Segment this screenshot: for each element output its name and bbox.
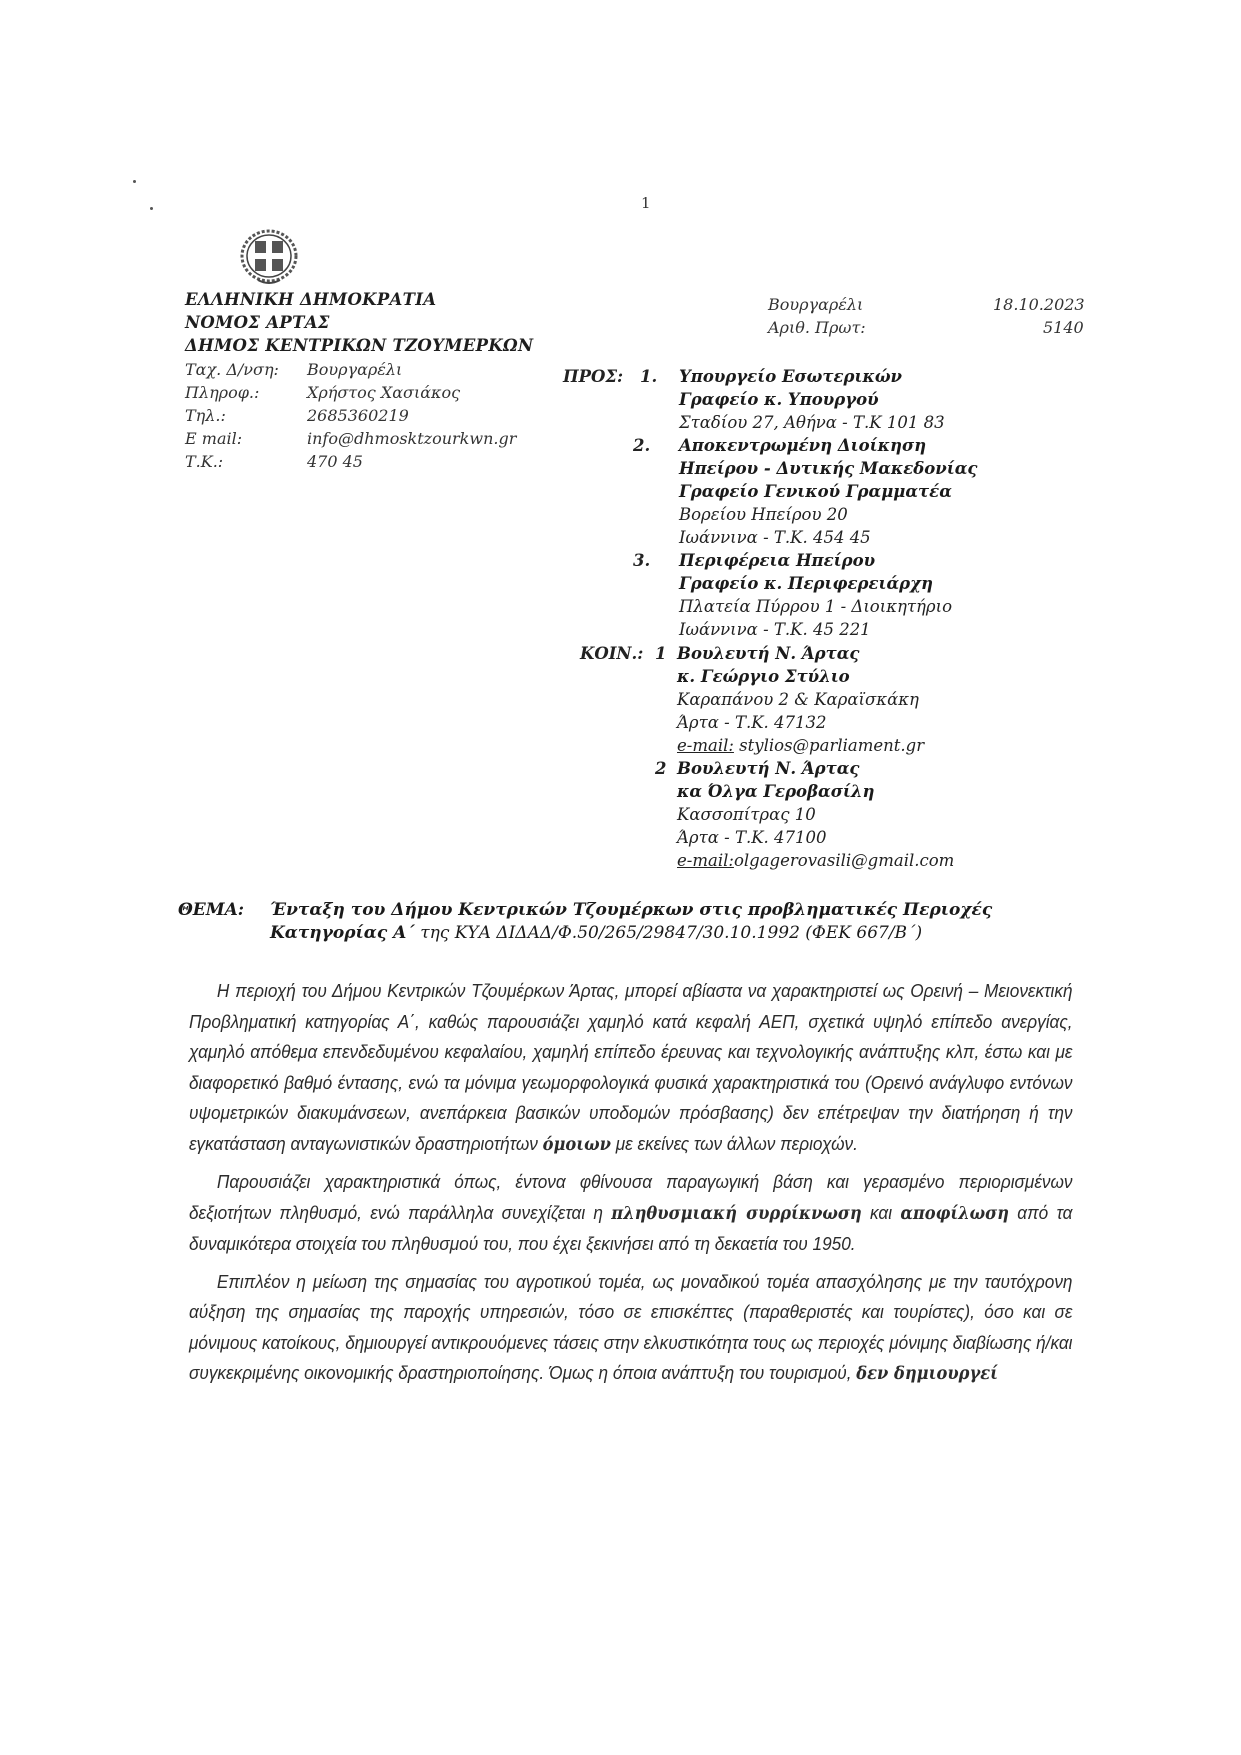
recipient-number: 2. xyxy=(633,436,651,455)
recipient-line: Αποκεντρωμένη Διοίκηση xyxy=(679,436,927,455)
cc-address: Καραπάνου 2 & Καραϊσκάκη xyxy=(677,690,919,709)
cc-line: Βουλευτή Ν. Άρτας xyxy=(677,644,860,663)
cc-line: κα Όλγα Γεροβασίλη xyxy=(677,782,875,801)
cc-label: ΚΟΙΝ.: xyxy=(580,644,644,663)
contact-info-person: Πληροφ.: Χρήστος Χασιάκος xyxy=(185,383,461,402)
place: Βουργαρέλι xyxy=(768,295,864,314)
protocol-label: Αριθ. Πρωτ: xyxy=(768,318,866,337)
recipient-address: Σταδίου 27, Αθήνα - Τ.Κ 101 83 xyxy=(679,413,945,432)
contact-email: E mail: info@dhmosktzourkwn.gr xyxy=(185,429,517,448)
subject-line-2: Κατηγορίας Α΄ της ΚΥΑ ΔΙΔΑΔ/Φ.50/265/29847/30.10.1992 (ΦΕΚ 667/Β΄) xyxy=(270,923,923,943)
recipient-line: Περιφέρεια Ηπείρου xyxy=(679,551,876,570)
letter-body xyxy=(189,976,1073,1397)
org-prefecture: ΝΟΜΟΣ ΑΡΤΑΣ xyxy=(185,313,330,332)
recipient-address: Ιωάννινα - Τ.Κ. 45 221 xyxy=(679,620,871,639)
cc-line: Βουλευτή Ν. Άρτας xyxy=(677,759,860,778)
cc-line: κ. Γεώργιο Στύλιο xyxy=(677,667,850,686)
body-paragraph-2: Παρουσιάζει χαρακτηριστικά όπως, έντονα φθίνουσα παραγωγική βάση και γερασμένο περιορισμένων δεξιοτήτων πληθυσμό, ενώ παράλληλα συνεχίζεται η πληθυσμιακή συρρίκνωση και αποφίλωση από τα δυναμικότερα στοιχεία του πληθυσμού του, που έχει ξεκινήσει από τη δεκαετία του 1950. xyxy=(189,1171,1073,1254)
cc-number: 1 xyxy=(655,644,667,663)
contact-postal-code: Τ.Κ.: 470 45 xyxy=(185,452,363,471)
scan-speck xyxy=(133,180,136,183)
cc-address: Άρτα - Τ.Κ. 47100 xyxy=(677,828,827,847)
body-paragraph-3: Επιπλέον η μείωση της σημασίας του αγροτικού τομέα, ως μοναδικού τομέα απασχόλησης με την ταυτόχρονη αύξηση της σημασίας της παροχής υπηρεσιών, τόσο σε επισκέπτες (παραθεριστές και τουρίστες), όσο και σε μόνιμους κατοίκους, δημιουργεί αντικρουόμενες τάσεις στην ελκυστικότητα τους ως περιοχές μόνιμης διαβίωσης ή/και συγκεκριμένης οικονομικής δραστηριοποίησης. Όμως η όποια ανάπτυξη του τουρισμού, δεν δημιουργεί xyxy=(189,1270,1073,1384)
cc-email: e-mail:olgagerovasili@gmail.com xyxy=(677,851,955,870)
recipient-line: Γραφείο Γενικού Γραμματέα xyxy=(679,482,952,501)
contact-address: Ταχ. Δ/νση: Βουργαρέλι xyxy=(185,360,403,379)
cc-email: e-mail: stylios@parliament.gr xyxy=(677,736,925,755)
subject-label: ΘΕΜΑ: xyxy=(178,900,245,920)
recipient-line: Υπουργείο Εσωτερικών xyxy=(679,367,903,386)
org-country: ΕΛΛΗΝΙΚΗ ΔΗΜΟΚΡΑΤΙΑ xyxy=(185,290,437,309)
greek-coat-of-arms-icon xyxy=(238,228,300,288)
scan-speck xyxy=(150,207,153,210)
recipient-line: Γραφείο κ. Περιφερειάρχη xyxy=(679,574,933,593)
recipient-number: 3. xyxy=(633,551,651,570)
protocol-number: 5140 xyxy=(1043,318,1084,337)
email-link[interactable]: olgagerovasili@gmail.com xyxy=(733,851,955,870)
subject-line-1: Ένταξη του Δήμου Κεντρικών Τζουμέρκων στις προβληματικές Περιοχές xyxy=(270,900,993,920)
recipient-address: Πλατεία Πύρρου 1 - Διοικητήριο xyxy=(679,597,953,616)
recipient-line: Ηπείρου - Δυτικής Μακεδονίας xyxy=(679,459,978,478)
recipient-line: Γραφείο κ. Υπουργού xyxy=(679,390,879,409)
recipient-number: 1. xyxy=(640,367,658,386)
contact-phone: Τηλ.: 2685360219 xyxy=(185,406,409,425)
page-number: 1 xyxy=(641,194,651,212)
cc-address: Άρτα - Τ.Κ. 47132 xyxy=(677,713,827,732)
org-municipality: ΔΗΜΟΣ ΚΕΝΤΡΙΚΩΝ ΤΖΟΥΜΕΡΚΩΝ xyxy=(185,336,534,355)
body-paragraph-1: Η περιοχή του Δήμου Κεντρικών Τζουμέρκων Άρτας, μπορεί αβίαστα να χαρακτηριστεί ως Ορεινή – Μειονεκτική Προβληματική κατηγορίας Α΄, καθώς παρουσιάζει χαμηλό κατά κεφαλή ΑΕΠ, σχετικά υψηλό επίπεδο ανεργίας, χαμηλό απόθεμα επενδεδυμένου κεφαλαίου, χαμηλή επίπεδο έρευνας και τεχνολογικής ανάπτυξης κλπ, έστω και με διαφορετικό βαθμό έντασης, ενώ τα μόνιμα γεωμορφολογικά φυσικά χαρακτηριστικά του (Ορεινό ανάγλυφο εντόνων υψομετρικών διακυμάνσεων, ανεπάρκεια βασικών υποδομών πρόσβασης) δεν επέτρεψαν την διατήρηση ή την εγκατάσταση ανταγωνιστικών δραστηριοτήτων όμοιων με εκείνες των άλλων περιοχών. xyxy=(189,980,1073,1155)
cc-address: Κασσοπίτρας 10 xyxy=(677,805,816,824)
email-link[interactable]: stylios@parliament.gr xyxy=(733,736,925,755)
email-link[interactable]: info@dhmosktzourkwn.gr xyxy=(307,429,517,448)
to-label: ΠΡΟΣ: xyxy=(563,367,624,386)
recipient-address: Ιωάννινα - Τ.Κ. 454 45 xyxy=(679,528,871,547)
cc-number: 2 xyxy=(655,759,667,778)
date: 18.10.2023 xyxy=(993,295,1085,314)
recipient-address: Βορείου Ηπείρου 20 xyxy=(679,505,848,524)
